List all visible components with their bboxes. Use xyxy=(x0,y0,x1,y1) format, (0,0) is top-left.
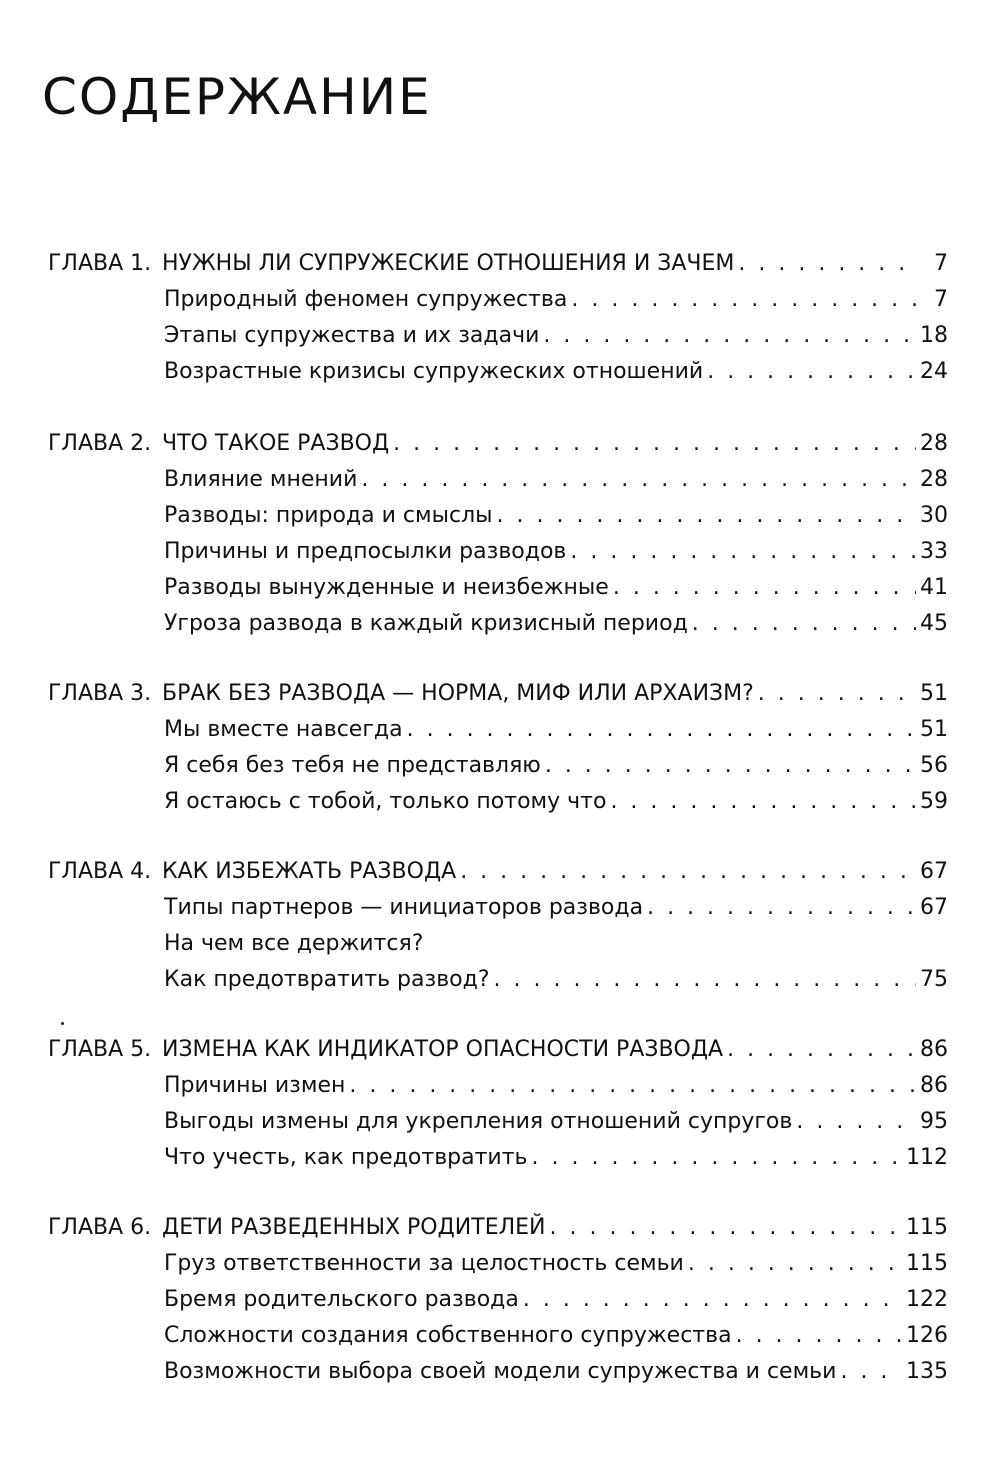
leader-dots xyxy=(550,1210,902,1246)
leader-dots xyxy=(736,1318,902,1354)
page-number: 95 xyxy=(920,1109,948,1134)
page-number: 67 xyxy=(920,895,948,920)
leader-dots xyxy=(494,962,916,998)
chapter-title: НУЖНЫ ЛИ СУПРУЖЕСКИЕ ОТНОШЕНИЯ И ЗАЧЕМ xyxy=(162,251,735,276)
leader-dots xyxy=(738,246,920,282)
page-number: 24 xyxy=(920,359,948,384)
chapter-number: ГЛАВА 2. xyxy=(48,431,152,456)
leader-dots xyxy=(407,712,916,748)
section-entry[interactable] xyxy=(48,1140,948,1176)
section-entry[interactable] xyxy=(48,534,948,570)
section-entry[interactable] xyxy=(48,962,948,998)
page-number: 41 xyxy=(920,575,948,600)
section-title: Возрастные кризисы супружеских отношений xyxy=(164,359,704,384)
page-number: 86 xyxy=(920,1073,948,1098)
page-number: 7 xyxy=(934,251,948,276)
leader-dots xyxy=(610,784,916,820)
leader-dots xyxy=(570,534,916,570)
chapter-number: ГЛАВА 3. xyxy=(48,681,152,706)
page-number: 45 xyxy=(920,611,948,636)
page-number: 122 xyxy=(906,1287,948,1312)
section-entry[interactable] xyxy=(48,890,948,926)
chapter-heading[interactable] xyxy=(48,1032,948,1068)
section-title: Разводы: природа и смыслы xyxy=(164,503,493,528)
section-entry[interactable] xyxy=(48,462,948,498)
section-entry[interactable] xyxy=(48,1104,948,1140)
chapter-heading[interactable] xyxy=(48,1210,948,1246)
section-entry[interactable] xyxy=(48,784,948,820)
page-number: 135 xyxy=(906,1359,948,1384)
leader-dots xyxy=(349,1068,916,1104)
section-title: Разводы вынужденные и неизбежные xyxy=(164,575,609,600)
leader-dots xyxy=(545,748,916,784)
chapter-4 xyxy=(48,854,948,998)
page-number: 51 xyxy=(920,717,948,742)
section-title: Типы партнеров — инициаторов развода xyxy=(164,895,644,920)
section-title: Как предотвратить развод? xyxy=(164,967,490,992)
section-entry[interactable] xyxy=(48,1246,948,1282)
leader-dots xyxy=(393,426,916,462)
section-entry[interactable] xyxy=(48,712,948,748)
chapter-title: ЧТО ТАКОЕ РАЗВОД xyxy=(162,431,390,456)
leader-dots xyxy=(460,854,916,890)
section-entry[interactable] xyxy=(48,1354,948,1390)
chapter-5 xyxy=(48,1032,948,1176)
section-entry[interactable] xyxy=(48,1068,948,1104)
chapter-title: ИЗМЕНА КАК ИНДИКАТОР ОПАСНОСТИ РАЗВОДА xyxy=(162,1037,724,1062)
section-title: Влияние мнений xyxy=(164,467,358,492)
section-title: Выгоды измены для укрепления отношений супругов xyxy=(164,1109,793,1134)
leader-dots xyxy=(796,1104,916,1140)
leader-dots xyxy=(840,1354,902,1390)
chapter-number: ГЛАВА 5. xyxy=(48,1037,152,1062)
page-number: 86 xyxy=(920,1037,948,1062)
leader-dots xyxy=(543,318,916,354)
section-entry[interactable] xyxy=(48,606,948,642)
page-number: 7 xyxy=(934,287,948,312)
page-number: 28 xyxy=(920,431,948,456)
page-number: 28 xyxy=(920,467,948,492)
chapter-title: КАК ИЗБЕЖАТЬ РАЗВОДА xyxy=(162,859,457,884)
page-number: 115 xyxy=(906,1215,948,1240)
leader-dots xyxy=(613,570,916,606)
chapter-number: ГЛАВА 1. xyxy=(48,251,152,276)
leader-dots xyxy=(571,282,920,318)
chapter-1 xyxy=(48,246,948,390)
page-number: 30 xyxy=(920,503,948,528)
section-title: Мы вместе навсегда xyxy=(164,717,403,742)
leader-dots xyxy=(532,1140,903,1176)
page-number: 115 xyxy=(906,1251,948,1276)
chapter-title: БРАК БЕЗ РАЗВОДА — НОРМА, МИФ ИЛИ АРХАИЗМ? xyxy=(162,681,754,706)
section-title: Груз ответственности за целостность семьи xyxy=(164,1251,684,1276)
section-entry[interactable] xyxy=(48,318,948,354)
section-title: Причины измен xyxy=(164,1073,346,1098)
chapter-6 xyxy=(48,1210,948,1390)
section-entry[interactable] xyxy=(48,1282,948,1318)
section-title: Причины и предпосылки разводов xyxy=(164,539,567,564)
page-number: 75 xyxy=(920,967,948,992)
page-number: 126 xyxy=(906,1323,948,1348)
chapter-2 xyxy=(48,426,948,642)
chapter-number: ГЛАВА 4. xyxy=(48,859,152,884)
section-title: Бремя родительского развода xyxy=(164,1287,519,1312)
section-title: Природный феномен супружества xyxy=(164,287,568,312)
section-entry[interactable] xyxy=(48,748,948,784)
chapter-heading[interactable] xyxy=(48,426,948,462)
page-number: 112 xyxy=(906,1145,948,1170)
page-number: 56 xyxy=(920,753,948,778)
section-entry[interactable] xyxy=(48,282,948,318)
section-title: Угроза развода в каждый кризисный период xyxy=(164,611,688,636)
section-entry[interactable] xyxy=(48,570,948,606)
chapter-number: ГЛАВА 6. xyxy=(48,1215,152,1240)
leader-dots xyxy=(692,606,916,642)
leader-dots xyxy=(727,1032,916,1068)
section-title: Я остаюсь с тобой, только потому что xyxy=(164,789,607,814)
leader-dots xyxy=(707,354,916,390)
leader-dots xyxy=(361,462,916,498)
page-number: 18 xyxy=(920,323,948,348)
section-entry[interactable] xyxy=(48,498,948,534)
chapter-heading[interactable] xyxy=(48,854,948,890)
section-entry[interactable] xyxy=(48,1318,948,1354)
page-number: 33 xyxy=(920,539,948,564)
stray-dot-mark xyxy=(61,1022,64,1025)
leader-dots xyxy=(523,1282,902,1318)
leader-dots xyxy=(647,890,916,926)
section-entry[interactable] xyxy=(48,926,948,962)
page-number: 51 xyxy=(920,681,948,706)
section-entry[interactable] xyxy=(48,354,948,390)
leader-dots xyxy=(758,676,916,712)
page-title: СОДЕРЖАНИЕ xyxy=(42,68,432,126)
section-title: Возможности выбора своей модели супружества и семьи xyxy=(164,1359,837,1384)
section-title: На чем все держится? xyxy=(164,931,424,956)
chapter-heading[interactable] xyxy=(48,676,948,712)
chapter-heading[interactable] xyxy=(48,246,948,282)
chapter-3 xyxy=(48,676,948,820)
leader-dots xyxy=(497,498,917,534)
page-number: 59 xyxy=(920,789,948,814)
page-number: 67 xyxy=(920,859,948,884)
section-title: Что учесть, как предотвратить xyxy=(164,1145,528,1170)
section-title: Я себя без тебя не представляю xyxy=(164,753,541,778)
chapter-title: ДЕТИ РАЗВЕДЕННЫХ РОДИТЕЛЕЙ xyxy=(162,1215,546,1240)
section-title: Сложности создания собственного супружества xyxy=(164,1323,732,1348)
section-title: Этапы супружества и их задачи xyxy=(164,323,540,348)
leader-dots xyxy=(688,1246,902,1282)
